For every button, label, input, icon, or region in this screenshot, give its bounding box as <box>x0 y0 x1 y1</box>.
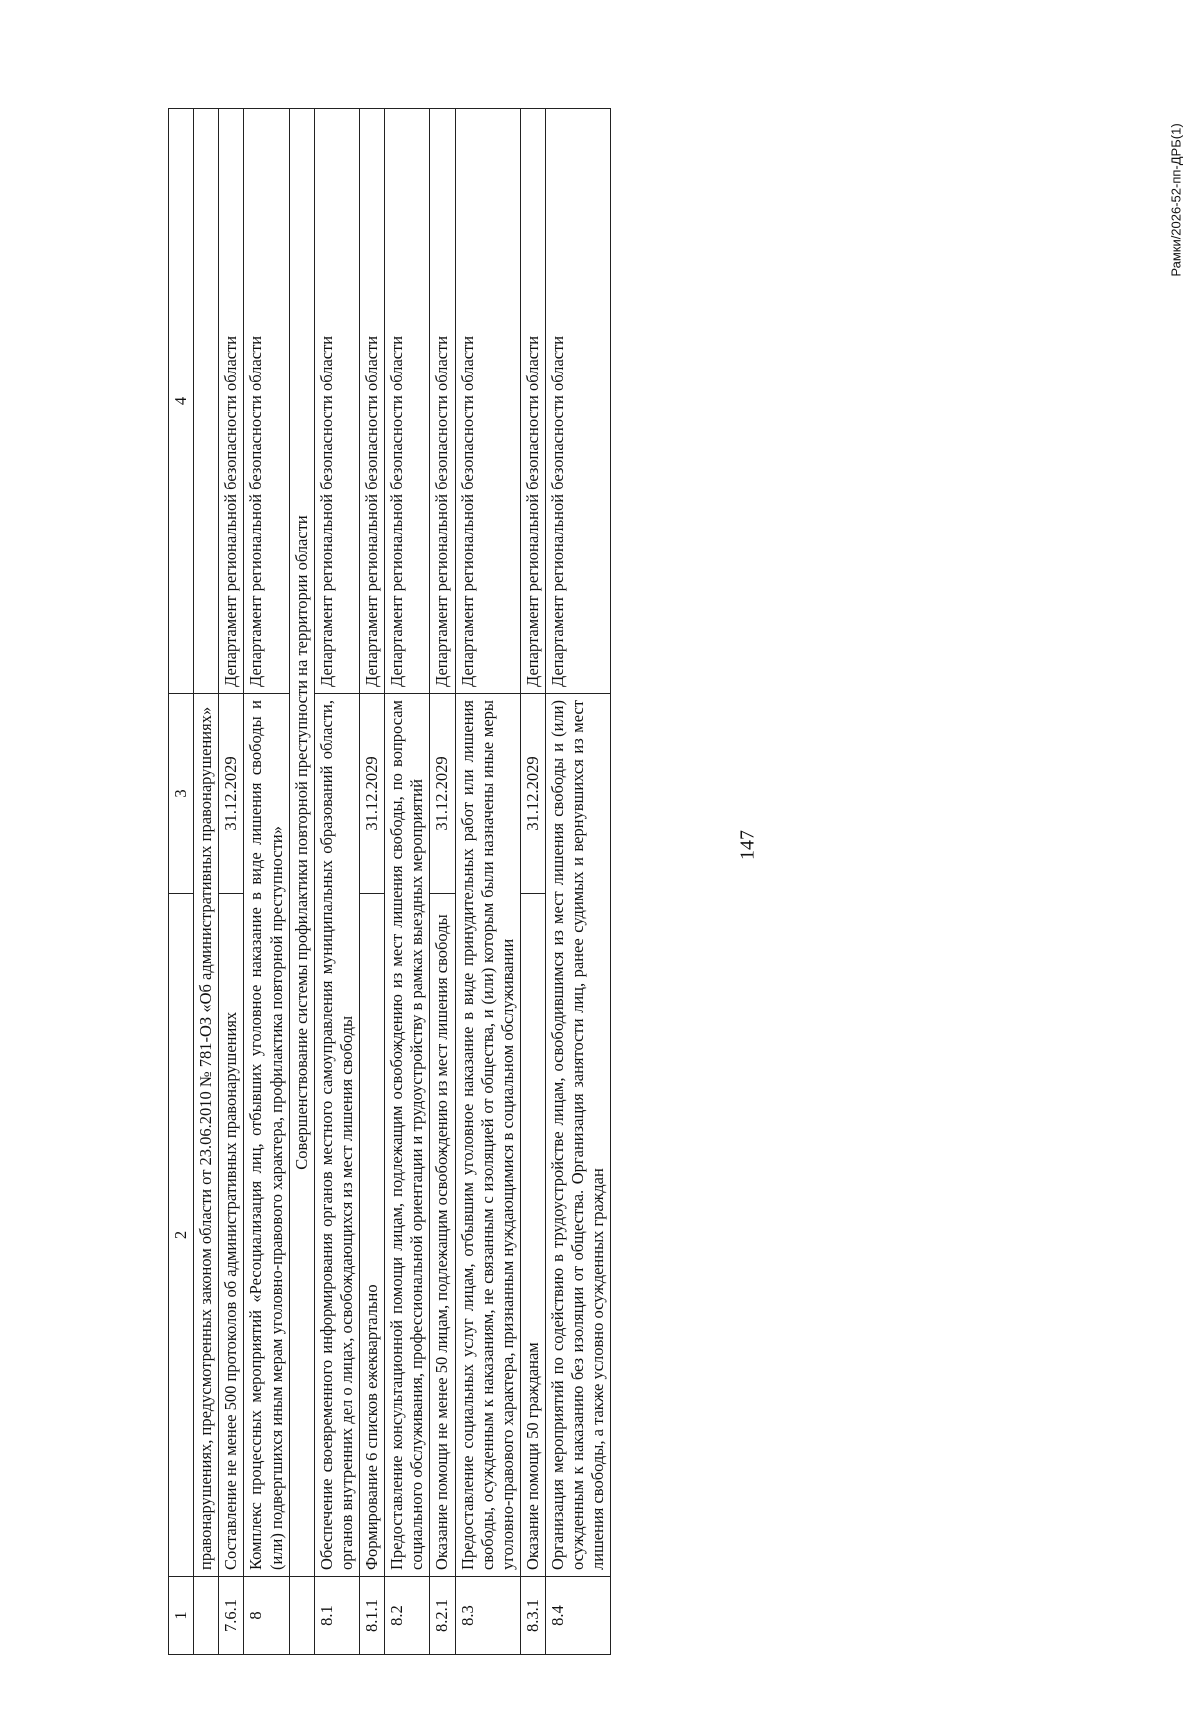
table-row <box>520 109 545 1655</box>
table-header-row <box>169 109 194 1655</box>
document-code: Рамки/2026-52-пп-ДРБ(1) <box>1168 123 1184 277</box>
row-text-cell: Комплекс процессных мероприятий «Ресоциализация лиц, отбывших уголовное наказание в виде лишения свободы и (или) подвергшихся иным мерам уголовно-правового характера, профилактика повторной преступности» <box>244 694 289 1577</box>
row-text-cell: Оказание помощи не менее 50 лицам, подлежащим освобождению из мест лишения свободы <box>430 894 455 1577</box>
header-cell-1: 1 <box>169 1577 194 1655</box>
row-number-cell: 8.2.1 <box>430 1577 455 1655</box>
table-row <box>244 109 289 1655</box>
row-text-cell: Составление не менее 500 протоколов об административных правонарушениях <box>219 894 244 1577</box>
table-row-continuation <box>194 109 219 1655</box>
table-row <box>455 109 520 1655</box>
row-number-cell: 8.4 <box>546 1577 611 1655</box>
events-table <box>168 108 611 1655</box>
row-number-cell <box>289 1577 314 1655</box>
row-text-cell: Организация мероприятий по содействию в трудоустройстве лицам, освободившимся из мест лишения свободы и (или) осужденным к наказанию без изоляции от общества. Организация занятости лиц, ранее судимых и вернувшихся из мест лишения свободы, а также условно осужденных граждан <box>546 694 611 1577</box>
page-number: 147 <box>736 830 759 860</box>
row-number-cell: 8 <box>244 1577 289 1655</box>
row-number-cell: 7.6.1 <box>219 1577 244 1655</box>
row-text-cell: Формирование 6 списков ежеквартально <box>360 894 385 1577</box>
table-row <box>385 109 430 1655</box>
row-dept-cell: Департамент региональной безопасности области <box>385 109 430 694</box>
table-container <box>168 109 1110 1655</box>
row-date-cell: 31.12.2029 <box>219 694 244 894</box>
row-dept-cell: Департамент региональной безопасности области <box>244 109 289 694</box>
row-number-cell <box>194 1577 219 1655</box>
row-dept-cell: Департамент региональной безопасности области <box>455 109 520 694</box>
row-date-cell: 31.12.2029 <box>430 694 455 894</box>
row-number-cell: 8.2 <box>385 1577 430 1655</box>
row-number-cell: 8.3.1 <box>520 1577 545 1655</box>
row-text-cell: Предоставление консультационной помощи лицам, подлежащим освобождению из мест лишения свободы, по вопросам социального обслуживания, профессиональной ориентации и трудоустройству в рамках выездных мероприятий <box>385 694 430 1577</box>
table-row <box>219 109 244 1655</box>
row-text-cell: Обеспечение своевременного информирования органов местного самоуправления муниципальных образований области, органов внутренних дел о лицах, освобождающихся из мест лишения свободы <box>314 694 359 1577</box>
row-number-cell: 8.1.1 <box>360 1577 385 1655</box>
table-row <box>546 109 611 1655</box>
row-date-cell: 31.12.2029 <box>360 694 385 894</box>
continuation-text: правонарушениях, предусмотренных законом области от 23.06.2010 № 781-ОЗ «Об административных правонарушениях» <box>194 694 219 1577</box>
row-dept-cell: Департамент региональной безопасности области <box>219 109 244 694</box>
row-text-cell: Оказание помощи 50 гражданам <box>520 894 545 1577</box>
header-cell-4: 4 <box>169 109 194 694</box>
table-row <box>430 109 455 1655</box>
row-dept-cell: Департамент региональной безопасности области <box>546 109 611 694</box>
row-dept-cell: Департамент региональной безопасности области <box>314 109 359 694</box>
row-dept-cell: Департамент региональной безопасности области <box>430 109 455 694</box>
section-title: Совершенствование системы профилактики повторной преступности на территории области <box>289 109 314 1577</box>
row-dept-cell: Департамент региональной безопасности области <box>520 109 545 694</box>
row-date-cell: 31.12.2029 <box>520 694 545 894</box>
header-cell-2: 2 <box>169 894 194 1577</box>
table-row <box>314 109 359 1655</box>
table-row <box>289 109 314 1655</box>
header-cell-3: 3 <box>169 694 194 894</box>
row-dept-cell <box>194 109 219 694</box>
row-number-cell: 8.1 <box>314 1577 359 1655</box>
table-row <box>360 109 385 1655</box>
row-number-cell: 8.3 <box>455 1577 520 1655</box>
row-text-cell: Предоставление социальных услуг лицам, отбывшим уголовное наказание в виде принудительных работ или лишения свободы, осужденным к наказаниям, не связанным с изоляцией от общества, и (или) которым были назначены иные меры уголовно-правового характера, признанным нуждающимися в социальном обслуживании <box>455 694 520 1577</box>
row-dept-cell: Департамент региональной безопасности области <box>360 109 385 694</box>
